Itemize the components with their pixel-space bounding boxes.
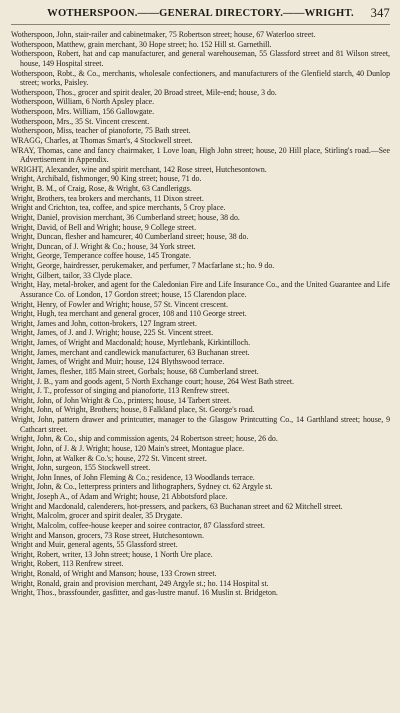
directory-entry: Wright, John, & Co., letterpress printers and lithographers, Sydney ct. 62 Argyle st. [11,482,273,492]
directory-entry: Wright, James, of Wright and Macdonald; house, Myrtlebank, Kirkintilloch. [11,338,251,347]
directory-entry: Wright, John, & Co., ship and commission agents, 24 Robertson street; house, 26 do. [11,434,278,444]
directory-entry: Wright, Hugh, tea merchant and general grocer, 108 and 110 George street. [11,309,247,319]
directory-entry: Wright, B. M., of Craig, Rose, & Wright, 63 Candleriggs. [11,184,192,193]
directory-entry: Wotherspoon, Mrs. William, 156 Gallowgate. [11,107,155,116]
directory-entry: Wright and Muir, general agents, 55 Glassford street. [11,540,178,550]
directory-entry: Wright, Gilbert, tailor, 33 Clyde place. [11,270,133,280]
directory-entry: Wotherspoon, Miss, teacher of pianoforte, 75 Bath street. [11,126,191,136]
directory-entry: Wright, Ronald, grain and provision merchant, 249 Argyle st.; ho. 114 Hospital st. [11,578,269,588]
directory-entries [11,30,390,598]
directory-entry: Wright and Macdonald, calenderers, hot-pressers, and packers, 63 Buchanan street and 62 Mitchell street. [11,501,343,511]
directory-entry: Wright and Crichton, tea, coffee, and spice merchants, 5 Croy place. [11,203,226,213]
directory-entry: Wright, Hay, metal-broker, and agent for the Caledonian Fire and Life Insurance Co., and the United Guarantee and Life Assurance Co. of London, 17 Gordon street; house, 15 Clarendon place. [11,280,390,299]
directory-entry: Wright, John, at Walker & Co.'s; house, 272 St. Vincent street. [11,453,207,463]
directory-entry: Wright, Duncan, flesher and hamcurer, 40 Cumberland street; house, 38 do. [11,232,249,242]
page-number: 347 [370,6,390,20]
directory-entry: Wright, John, of Wright, Brothers; house, 8 Falkland place, St. George's road. [11,405,255,415]
directory-entry: Wright, Robert, 113 Renfrew street. [11,559,124,569]
directory-entry: Wright, John, of J. & J. Wright; house, 120 Main's street, Montague place. [11,443,245,453]
directory-entry: Wright, James, of Wright and Muir; house, 124 Blythswood terrace. [11,357,225,367]
directory-entry: Wright, James, merchant and candlewick manufacturer, 63 Buchanan street. [11,347,250,357]
directory-entry: WRAY, Thomas, cane and fancy chairmaker, 1 Love loan, High John street; house, 20 Hill place, Stirling's road.—See Advertisement in Appendix. [11,145,390,165]
directory-entry: Wright, Thos., brassfounder, gasfitter, and gas-lustre manuf. 16 Muslin st. Bridgeton. [11,588,278,598]
directory-entry: Wotherspoon, Thos., grocer and spirit dealer, 20 Broad street, Mile-end; house, 3 do. [11,87,277,97]
directory-entry: Wright, David, of Bell and Wright; house, 9 College street. [11,222,197,232]
directory-entry: Wright, Archibald, fishmonger, 90 King street; house, 71 do. [11,174,202,184]
directory-entry: Wright, Joseph A., of Adam and Wright; house, 21 Abbotsford place. [11,492,228,501]
directory-entry: Wright, James, flesher, 185 Main street, Gorbals; house, 68 Cumberland street. [11,366,259,376]
directory-entry: Wotherspoon, Robert, hat and cap manufacturer, and general warehouseman, 55 Glassford street and 81 Wilson street, house, 149 Hospital street. [11,49,390,68]
directory-entry: Wotherspoon, Mrs., 35 St. Vincent crescent. [11,116,150,126]
directory-entry: Wright, Daniel, provision merchant, 36 Cumberland street; house, 38 do. [11,212,240,222]
directory-entry: Wright, Henry, of Fowler and Wright; house, 57 St. Vincent crescent. [11,299,229,309]
directory-entry: Wright, Robert, writer, 13 John street; house, 1 North Ure place. [11,549,213,559]
directory-entry: Wright, John, surgeon, 155 Stockwell street. [11,463,151,473]
directory-entry: WRIGHT, Alexander, wine and spirit merchant, 142 Rose street, Hutchesontown. [11,164,267,174]
directory-entry: Wright, Malcolm, grocer and spirit dealer, 35 Drygate. [11,511,183,521]
directory-entry: Wright, James, of J. and J. Wright; house, 225 St. Vincent street. [11,328,214,338]
directory-entry: Wright, James and John, cotton-brokers, 127 Ingram street. [11,318,197,328]
directory-entry: Wright, J. T., professor of singing and pianoforte, 113 Renfrew street. [11,386,230,396]
directory-entry: Wotherspoon, Robt., & Co., merchants, wholesale confectioners, and manufacturers of the Glenfield starch, 40 Dunlop street; works, Paisley. [11,68,390,88]
directory-entry: Wright, Brothers, tea brokers and merchants, 11 Dixon street. [11,193,204,203]
directory-entry: Wright, J. B., yarn and goods agent, 5 North Exchange court; house, 264 West Bath street. [11,376,294,386]
directory-entry: Wright, George, hairdresser, perukemaker, and perfumer, 7 Macfarlane st.; ho. 9 do. [11,261,275,270]
directory-entry: Wright, Duncan, of J. Wright & Co.; house, 34 York street. [11,241,196,251]
directory-entry: Wright, George, Temperance coffee house, 145 Trongate. [11,251,191,261]
directory-entry: Wotherspoon, John, stair-railer and cabinetmaker, 75 Robertson street; house, 67 Waterloo street. [11,30,316,39]
directory-entry: Wright, John, of John Wright & Co., printers; house, 14 Tarbert street. [11,395,232,405]
directory-entry: WRAGG, Charles, at Thomas Smart's, 4 Stockwell street. [11,135,193,145]
running-header [11,6,390,25]
directory-entry: Wright, John, pattern drawer and printcutter, manager to the Glasgow Printcutting Co., 14 Garthland street; house, 9 Cathcart street. [11,415,390,434]
header-title: WOTHERSPOON.——GENERAL DIRECTORY.——WRIGHT. [47,8,354,19]
directory-entry: Wright, Malcolm, coffee-house keeper and soiree contractor, 87 Glassford street. [11,520,265,530]
directory-entry: Wotherspoon, Matthew, grain merchant, 30 Hope street; ho. 152 Hill st. Garnethill. [11,39,272,49]
directory-entry: Wright and Manson, grocers, 73 Rose street, Hutchesontown. [11,530,204,540]
directory-entry: Wright, Ronald, of Wright and Manson; house, 133 Crown street. [11,569,217,578]
directory-entry: Wotherspoon, William, 6 North Apsley place. [11,97,155,107]
directory-entry: Wright, John Innes, of John Fleming & Co.; residence, 13 Woodlands terrace. [11,472,255,482]
